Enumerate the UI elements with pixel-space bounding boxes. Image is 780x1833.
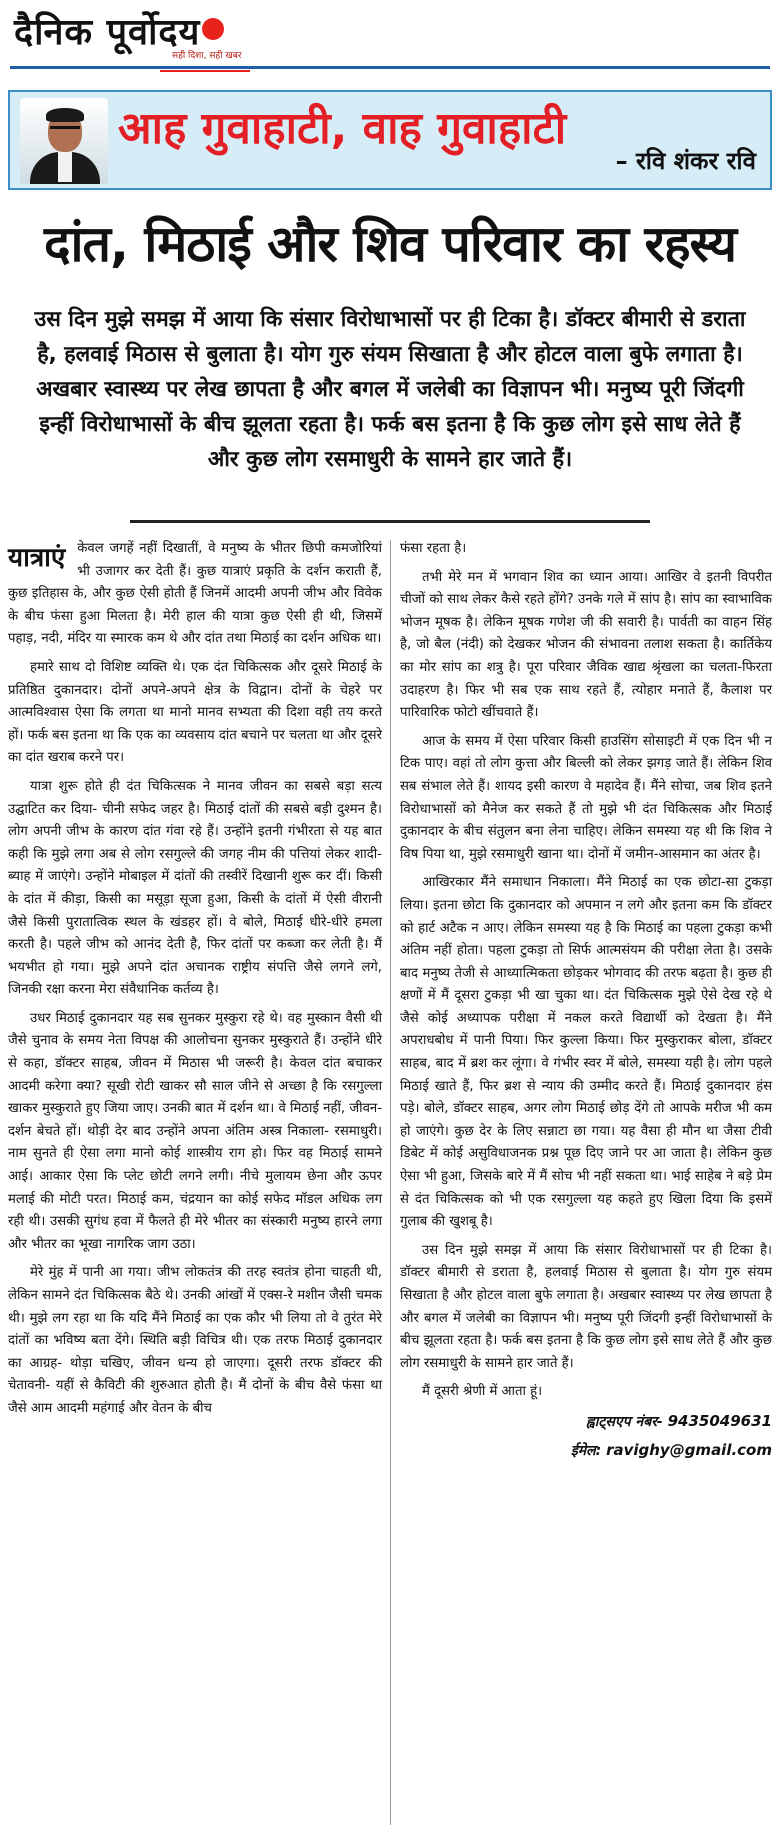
whatsapp-label: ह्वाट्सएप नंबर- bbox=[586, 1413, 663, 1430]
author-byline: – रवि शंकर रवि bbox=[615, 147, 756, 175]
email-contact bbox=[400, 1439, 772, 1462]
article-paragraph: फंसा रहता है। bbox=[400, 541, 467, 556]
article-column-right bbox=[400, 538, 772, 1468]
column-banner bbox=[8, 90, 772, 190]
article-headline: दांत, मिठाई और शिव परिवार का रहस्य bbox=[44, 215, 736, 273]
article-paragraph: तभी मेरे मन में भगवान शिव का ध्यान आया। आखिर वे इतनी विपरीत चीजों को साथ लेकर कैसे रहते होंगे? उनके गले में सांप है। सांप का स्वाभाविक भोजन मूषक है। लेकिन मूषक गणेश जी की सवारी है। पार्वती का वाहन सिंह है, जो बैल (नंदी) को देखकर भोजन की संभावना तलाश सकता है। कार्तिकेय का मोर सांप का शत्रु है। पूरा परिवार जैविक खाद्य श्रृंखला का चलता-फिरता उदाहरण है। फिर भी सब एक साथ रहते हैं, त्योहार मनाते हैं, कैलाश पर पारिवारिक फोटो खींचवाते हैं। bbox=[400, 569, 772, 721]
article-intro: उस दिन मुझे समझ में आया कि संसार विरोधाभासों पर ही टिका है। डॉक्टर बीमारी से डराता है, हलवाई मिठास से बुलाता है। योग गुरु संयम सिखाता है और होटल वाला बुफे लगाता है। अखबार स्वास्थ्य पर लेख छापता है और बगल में जलेबी का विज्ञापन भी। मनुष्य पूरी जिंदगी इन्हीं विरोधाभासों के बीच झूलता रहता है। फर्क बस इतना है कि कुछ लोग इसे साध लेते हैं और कुछ लोग रसमाधुरी के सामने हार जाते हैं। bbox=[34, 307, 746, 472]
newspaper-name: दैनिक पूर्वोदय bbox=[14, 12, 201, 53]
masthead bbox=[0, 0, 780, 86]
email-label: ईमेल: bbox=[570, 1442, 602, 1459]
column-divider bbox=[390, 540, 391, 1825]
column-title: आह गुवाहाटी, वाह गुवाहाटी bbox=[118, 103, 567, 154]
intro-separator bbox=[130, 520, 650, 523]
article-paragraph: मेरे मुंह में पानी आ गया। जीभ लोकतंत्र की तरह स्वतंत्र होना चाहती थी, लेकिन सामने दंत चिकित्सक बैठे थे। उनकी आंखों में एक्स-रे मशीन जैसी चमक थी। मुझे लग रहा था कि यदि मैंने मिठाई का एक कौर भी लिया तो वे तुरंत मेरे दांतों का भविष्य बता देंगे। स्थिति बड़ी विचित्र थी। एक तरफ मिठाई दुकानदार का आग्रह- थोड़ा चखिए, जीवन धन्य हो जाएगा। दूसरी तरफ डॉक्टर की चेतावनी- यहीं से कैविटी की शुरुआत होती है। मैं दोनों के बीच वैसे फंसा था जैसे आम आदमी महंगाई और वेतन के बीच bbox=[8, 1265, 382, 1416]
article-paragraph: हमारे साथ दो विशिष्ट व्यक्ति थे। एक दंत चिकित्सक और दूसरे मिठाई के प्रतिष्ठित दुकानदार। दोनों अपने-अपने क्षेत्र के विद्वान। दोनों के चेहरे पर आत्मविश्वास ऐसा कि लगता था मानो मानव सभ्यता की दिशा वही तय करते हों। फर्क बस इतना था कि एक का व्यवसाय दांत बचाने पर चलता था और दूसरे का दांत खराब करने पर। bbox=[8, 659, 382, 766]
article-paragraph: मैं दूसरी श्रेणी में आता हूं। bbox=[422, 1384, 543, 1400]
email-address[interactable]: ravighy@gmail.com bbox=[606, 1440, 772, 1459]
article-paragraph: यात्राएं केवल जगहें नहीं दिखातीं, वे मनुष्य के भीतर छिपी कमजोरियां भी उजागर कर देती हैं। कुछ यात्राएं प्रकृति के दर्शन कराती हैं, कुछ इतिहास के, और कुछ ऐसी होती हैं जिनमें आदमी अपनी जीभ और विवेक के बीच फंसा हुआ मिलता है। मेरी हाल की यात्रा कुछ ऐसी ही थी, जिसमें पहाड़, नदी, मंदिर या स्मारक कम थे और दांत तथा मिठाई का दर्शन अधिक था। bbox=[8, 538, 382, 651]
whatsapp-number: 9435049631 bbox=[667, 1411, 772, 1430]
article-paragraph: उस दिन मुझे समझ में आया कि संसार विरोधाभासों पर ही टिका है। डॉक्टर बीमारी से डराता है, हलवाई मिठास से बुलाता है। योग गुरु संयम सिखाता है और होटल वाला बुफे लगाता है। अखबार स्वास्थ्य पर लेख छापता है और बगल में जलेबी का विज्ञापन भी। मनुष्य पूरी जिंदगी इन्हीं विरोधाभासों के बीच झूलता रहता है। फर्क बस इतना है कि कुछ लोग इसे साध लेते हैं और कुछ लोग रसमाधुरी के सामने हार जाते हैं। bbox=[400, 1242, 772, 1371]
article-paragraph: उधर मिठाई दुकानदार यह सब सुनकर मुस्कुरा रहे थे। वह मुस्कान वैसी थी जैसे चुनाव के समय नेता विपक्ष की आलोचना सुनकर मुस्कुराते हैं। उन्होंने धीरे से कहा, डॉक्टर साहब, जीवन में मिठास भी जरूरी है। केवल दांत बचाकर आदमी करेगा क्या? सूखी रोटी खाकर सौ साल जीने से अच्छा है कि रसगुल्ला खाकर मुस्कुराते हुए जिया जाए। उनकी बात में दर्शन था। वे मिठाई नहीं, जीवन-दर्शन बेचते हों। थोड़ी देर बाद उन्होंने अपना अंतिम अस्त्र निकाला- रसमाधुरी। नाम सुनते ही ऐसा लगा मानो कोई शास्त्रीय राग हो। फिर वह मिठाई सामने आई। आकार ऐसा कि प्लेट छोटी लगने लगी। नीचे मुलायम छेना और ऊपर मलाई की मोटी परत। मिठाई कम, चंद्रयान का कोई सफेद मॉडल अधिक लग रही थी। उसकी सुगंध हवा में फैलते ही मेरे भीतर का संस्कारी मनुष्य हारने लगा और भीतर का भूखा नागरिक जाग उठा। bbox=[8, 1010, 382, 1252]
article-paragraph: यात्रा शुरू होते ही दंत चिकित्सक ने मानव जीवन का सबसे बड़ा सत्य उद्घाटित कर दिया- चीनी सफेद जहर है। मिठाई दांतों की सबसे बड़ी दुश्मन है। लोग अपनी जीभ के कारण दांत गंवा रहे हैं। उन्होंने इतनी गंभीरता से यह बात कही कि मुझे लगा अब से लोग रसगुल्ले की जगह नीम की पत्तियां लेकर शादी-ब्याह में जाएंगे। उन्होंने मोबाइल में दांतों की तस्वीरें दिखानी शुरू कर दीं। किसी के दांत में कीड़ा, किसी का मसूड़ा सूजा हुआ, किसी के दांतों में ऐसी वीरानी जैसे किसी पुरातात्विक स्थल के खंडहर हों। वे बोले, मिठाई धीरे-धीरे हमला करती है। पहले जीभ को आनंद देती है, फिर दांतों पर कब्जा कर लेती है। मैं भयभीत हो गया। मुझे अपने दांत अचानक राष्ट्रीय संपत्ति जैसे लगने लगे, जिनकी रक्षा करना मेरा संवैधानिक कर्तव्य है। bbox=[8, 778, 382, 998]
article-paragraph: आज के समय में ऐसा परिवार किसी हाउसिंग सोसाइटी में एक दिन भी न टिक पाए। वहां तो लोग कुत्ता और बिल्ली को लेकर झगड़ जाते हैं। लेकिन शिव सब संभाल लेते हैं। शायद इसी कारण वे महादेव हैं। मैंने सोचा, जब शिव इतने विरोधाभासों को मैनेज कर सकते हैं तो मुझे भी दंत चिकित्सक और मिठाई दुकानदार के बीच संतुलन बना लेना चाहिए। लेकिन समस्या यह थी कि शिव ने विष पिया था, मुझे रसमाधुरी खाना था। दोनों में जमीन-आसमान का अंतर है। bbox=[400, 733, 772, 862]
masthead-accent-rule bbox=[160, 70, 250, 72]
newspaper-tagline: सही दिशा, सही खबर bbox=[172, 51, 242, 61]
article-column-left bbox=[8, 538, 382, 1427]
article-paragraph: आखिरकार मैंने समाधान निकाला। मैंने मिठाई का एक छोटा-सा टुकड़ा लिया। इतना छोटा कि दुकानदार को अपमान न लगे और इतना कम कि डॉक्टर को हार्ट अटैक न आए। लेकिन समस्या यह है कि मिठाई का पहला टुकड़ा कभी अंतिम नहीं होता। पहला टुकड़ा तो सिर्फ आत्मसंयम की परीक्षा लेता है। उसके बाद मनुष्य तेजी से आध्यात्मिकता छोड़कर भोगवाद की तरफ बढ़ता है। कुछ ही क्षणों में मैं दूसरा टुकड़ा भी खा चुका था। दंत चिकित्सक मुझे ऐसे देख रहे थे जैसे कोई अध्यापक परीक्षा में नकल करते विद्यार्थी को देखता है। मैंने अपराधबोध में पानी पिया। फिर कुल्ला किया। फिर मुस्कुराकर बोला, डॉक्टर साहब, बाद में ब्रश कर लूंगा। वे गंभीर स्वर में बोले, समस्या यही है। लोग पहले मिठाई खाते हैं, फिर ब्रश से न्याय की उम्मीद करते हैं। मिठाई दुकानदार हंस पड़े। बोले, डॉक्टर साहब, अगर लोग मिठाई छोड़ देंगे तो आपके मरीज भी कम हो जाएंगे। कुछ देर के लिए सन्नाटा छा गया। यह वैसा ही मौन था जैसा टीवी डिबेट में कोई असुविधाजनक प्रश्न पूछ दिए जाने पर आ जाता है। लेकिन कुछ ऐसा भी हुआ, जिसके बारे में मैं सोच भी नहीं सकता था। भाई साहेब ने बड़े प्रेम से दंत चिकित्सक को भी एक रसगुल्ला यह कहते हुए खिला दिया कि इसमें गुलाब की खुशबू है। bbox=[400, 875, 772, 1230]
author-photo bbox=[20, 98, 108, 184]
masthead-rule bbox=[10, 66, 770, 69]
logo-sun-icon bbox=[202, 18, 224, 40]
lead-word: यात्राएं bbox=[8, 543, 66, 573]
whatsapp-contact bbox=[400, 1410, 772, 1433]
